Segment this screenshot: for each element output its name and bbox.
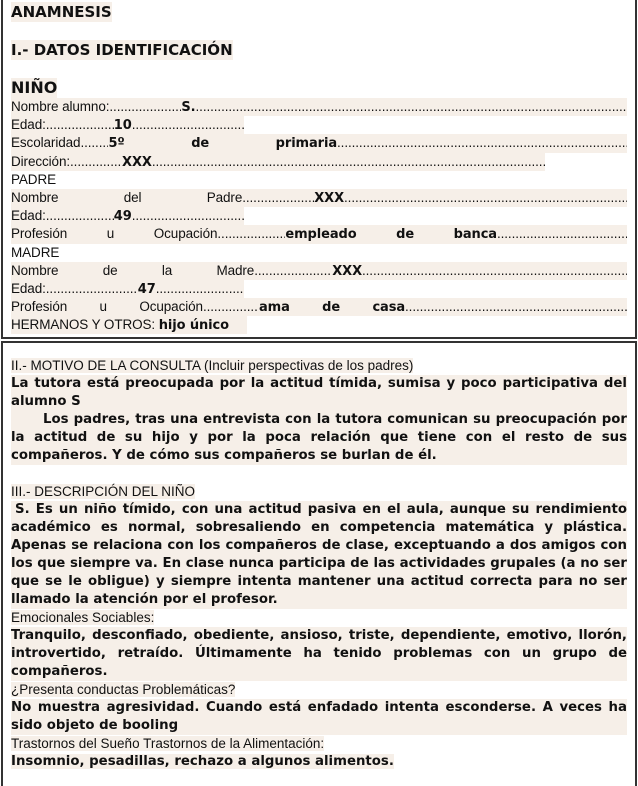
document-title: ANAMNESIS xyxy=(11,3,112,21)
value: 49 xyxy=(113,209,132,225)
leader xyxy=(242,189,314,207)
section2-heading: II.- MOTIVO DE LA CONSULTA (Incluir perspectivas de los padres) xyxy=(11,358,414,373)
emotional-text: Tranquilo, desconfiado, obediente, ansioso, triste, dependiente, emotivo, llorón, introvertido, retraído. Últimamente ha tenido problemas con un grupo de compañeros. xyxy=(11,628,627,679)
label: la xyxy=(161,262,173,278)
consultation-box xyxy=(1,341,637,786)
leader xyxy=(196,98,627,116)
value: hijo único xyxy=(158,318,229,334)
father-name-field xyxy=(11,189,627,207)
nino-heading: NIÑO xyxy=(11,78,58,97)
label: Ocupación xyxy=(139,299,203,315)
label: PADRE xyxy=(11,171,57,187)
emotional-label: Emocionales Sociables: xyxy=(11,610,155,625)
padre-heading xyxy=(11,171,627,189)
label: Padre xyxy=(206,189,243,205)
leader xyxy=(46,280,138,298)
label: de xyxy=(102,262,118,278)
label: Edad: xyxy=(11,208,46,224)
value: 47 xyxy=(137,281,156,297)
label: HERMANOS Y OTROS: xyxy=(11,317,156,333)
mother-job-field xyxy=(11,298,627,316)
leader xyxy=(203,298,259,316)
value: casa xyxy=(372,300,406,316)
identification-box xyxy=(1,0,637,339)
child-address-field xyxy=(11,153,545,171)
label: Ocupación xyxy=(153,226,218,242)
leader xyxy=(405,298,627,316)
father-age-field xyxy=(11,207,244,225)
child-school-field xyxy=(11,134,627,152)
label: Nombre xyxy=(11,262,59,278)
problems-text: No muestra agresividad. Cuando está enfadado intenta esconderse. A veces ha sido objeto de booling xyxy=(11,700,627,733)
leader xyxy=(344,189,627,207)
section1-heading: I.- DATOS IDENTIFICACIÓN xyxy=(11,41,233,59)
section3-heading: III.- DESCRIPCIÓN DEL NIÑO xyxy=(11,484,196,499)
value: S. xyxy=(181,100,196,115)
label: Nombre alumno: xyxy=(11,99,110,114)
label: Edad: xyxy=(11,280,46,296)
label: Dirección: xyxy=(11,153,71,169)
siblings-field xyxy=(11,316,247,334)
child-name-field xyxy=(11,98,627,116)
sleep-label: Trastornos del Sueño Trastornos de la Alimentación: xyxy=(11,736,325,751)
label: u xyxy=(99,299,107,315)
leader xyxy=(46,207,114,225)
value: de xyxy=(322,300,341,316)
label: Edad: xyxy=(11,117,46,133)
leader xyxy=(46,116,114,134)
value: 5º xyxy=(108,136,125,152)
leader xyxy=(254,262,332,280)
section2-paragraph-2: Los padres, tras una entrevista con la tutora comunican su preocupación por la actitud de su hijo y por la poca relación que tiene con el resto de sus compañeros. Y de cómo sus compañeros se burlan de él. xyxy=(11,412,627,463)
value: XXX xyxy=(122,154,152,170)
leader xyxy=(217,225,285,243)
label: Escolaridad xyxy=(11,135,81,151)
leader xyxy=(132,116,244,134)
value: XXX xyxy=(314,190,345,206)
leader xyxy=(132,207,244,225)
leader xyxy=(362,262,627,280)
label: MADRE xyxy=(11,244,60,260)
leader xyxy=(497,225,627,243)
value: ama xyxy=(258,300,290,316)
section3-paragraph: S. Es un niño tímido, con una actitud pasiva en el aula, aunque su rendimiento académico es normal, sobresaliendo en competencia matemática y plástica. Apenas se relaciona con los compañeros de clase, exceptuando a dos amigos con los que siempre va. En clase nunca participa de las actividades grupales (a no ser que se le obligue) y siempre intenta mantener una actitud correcta para no ser llamado la atención por el profesor. xyxy=(11,502,627,607)
value: empleado xyxy=(285,227,357,243)
label: Profesión xyxy=(11,226,68,242)
leader xyxy=(337,134,627,152)
leader xyxy=(70,153,122,171)
leader xyxy=(152,153,545,171)
label: Nombre xyxy=(11,189,59,205)
label: u xyxy=(106,226,115,242)
child-age-field xyxy=(11,116,244,134)
value: de xyxy=(191,136,210,152)
label: Madre xyxy=(216,262,255,278)
problems-label: ¿Presenta conductas Problemáticas? xyxy=(11,682,236,697)
leader xyxy=(109,98,181,116)
value: primaria xyxy=(275,136,338,152)
madre-heading xyxy=(11,244,627,262)
value: XXX xyxy=(332,263,362,279)
label: del xyxy=(123,189,142,205)
label: Profesión xyxy=(11,299,68,315)
value: banca xyxy=(453,227,497,243)
leader xyxy=(80,134,108,152)
value: 10 xyxy=(113,118,132,134)
value: de xyxy=(396,227,415,243)
father-job-field xyxy=(11,225,627,243)
sleep-text: Insomnio, pesadillas, rechazo a algunos alimentos. xyxy=(11,754,394,769)
mother-age-field xyxy=(11,280,244,298)
leader xyxy=(156,280,244,298)
mother-name-field xyxy=(11,262,627,280)
section2-paragraph-1: La tutora está preocupada por la actitud tímida, sumisa y poco participativa del alumno S xyxy=(11,376,627,409)
